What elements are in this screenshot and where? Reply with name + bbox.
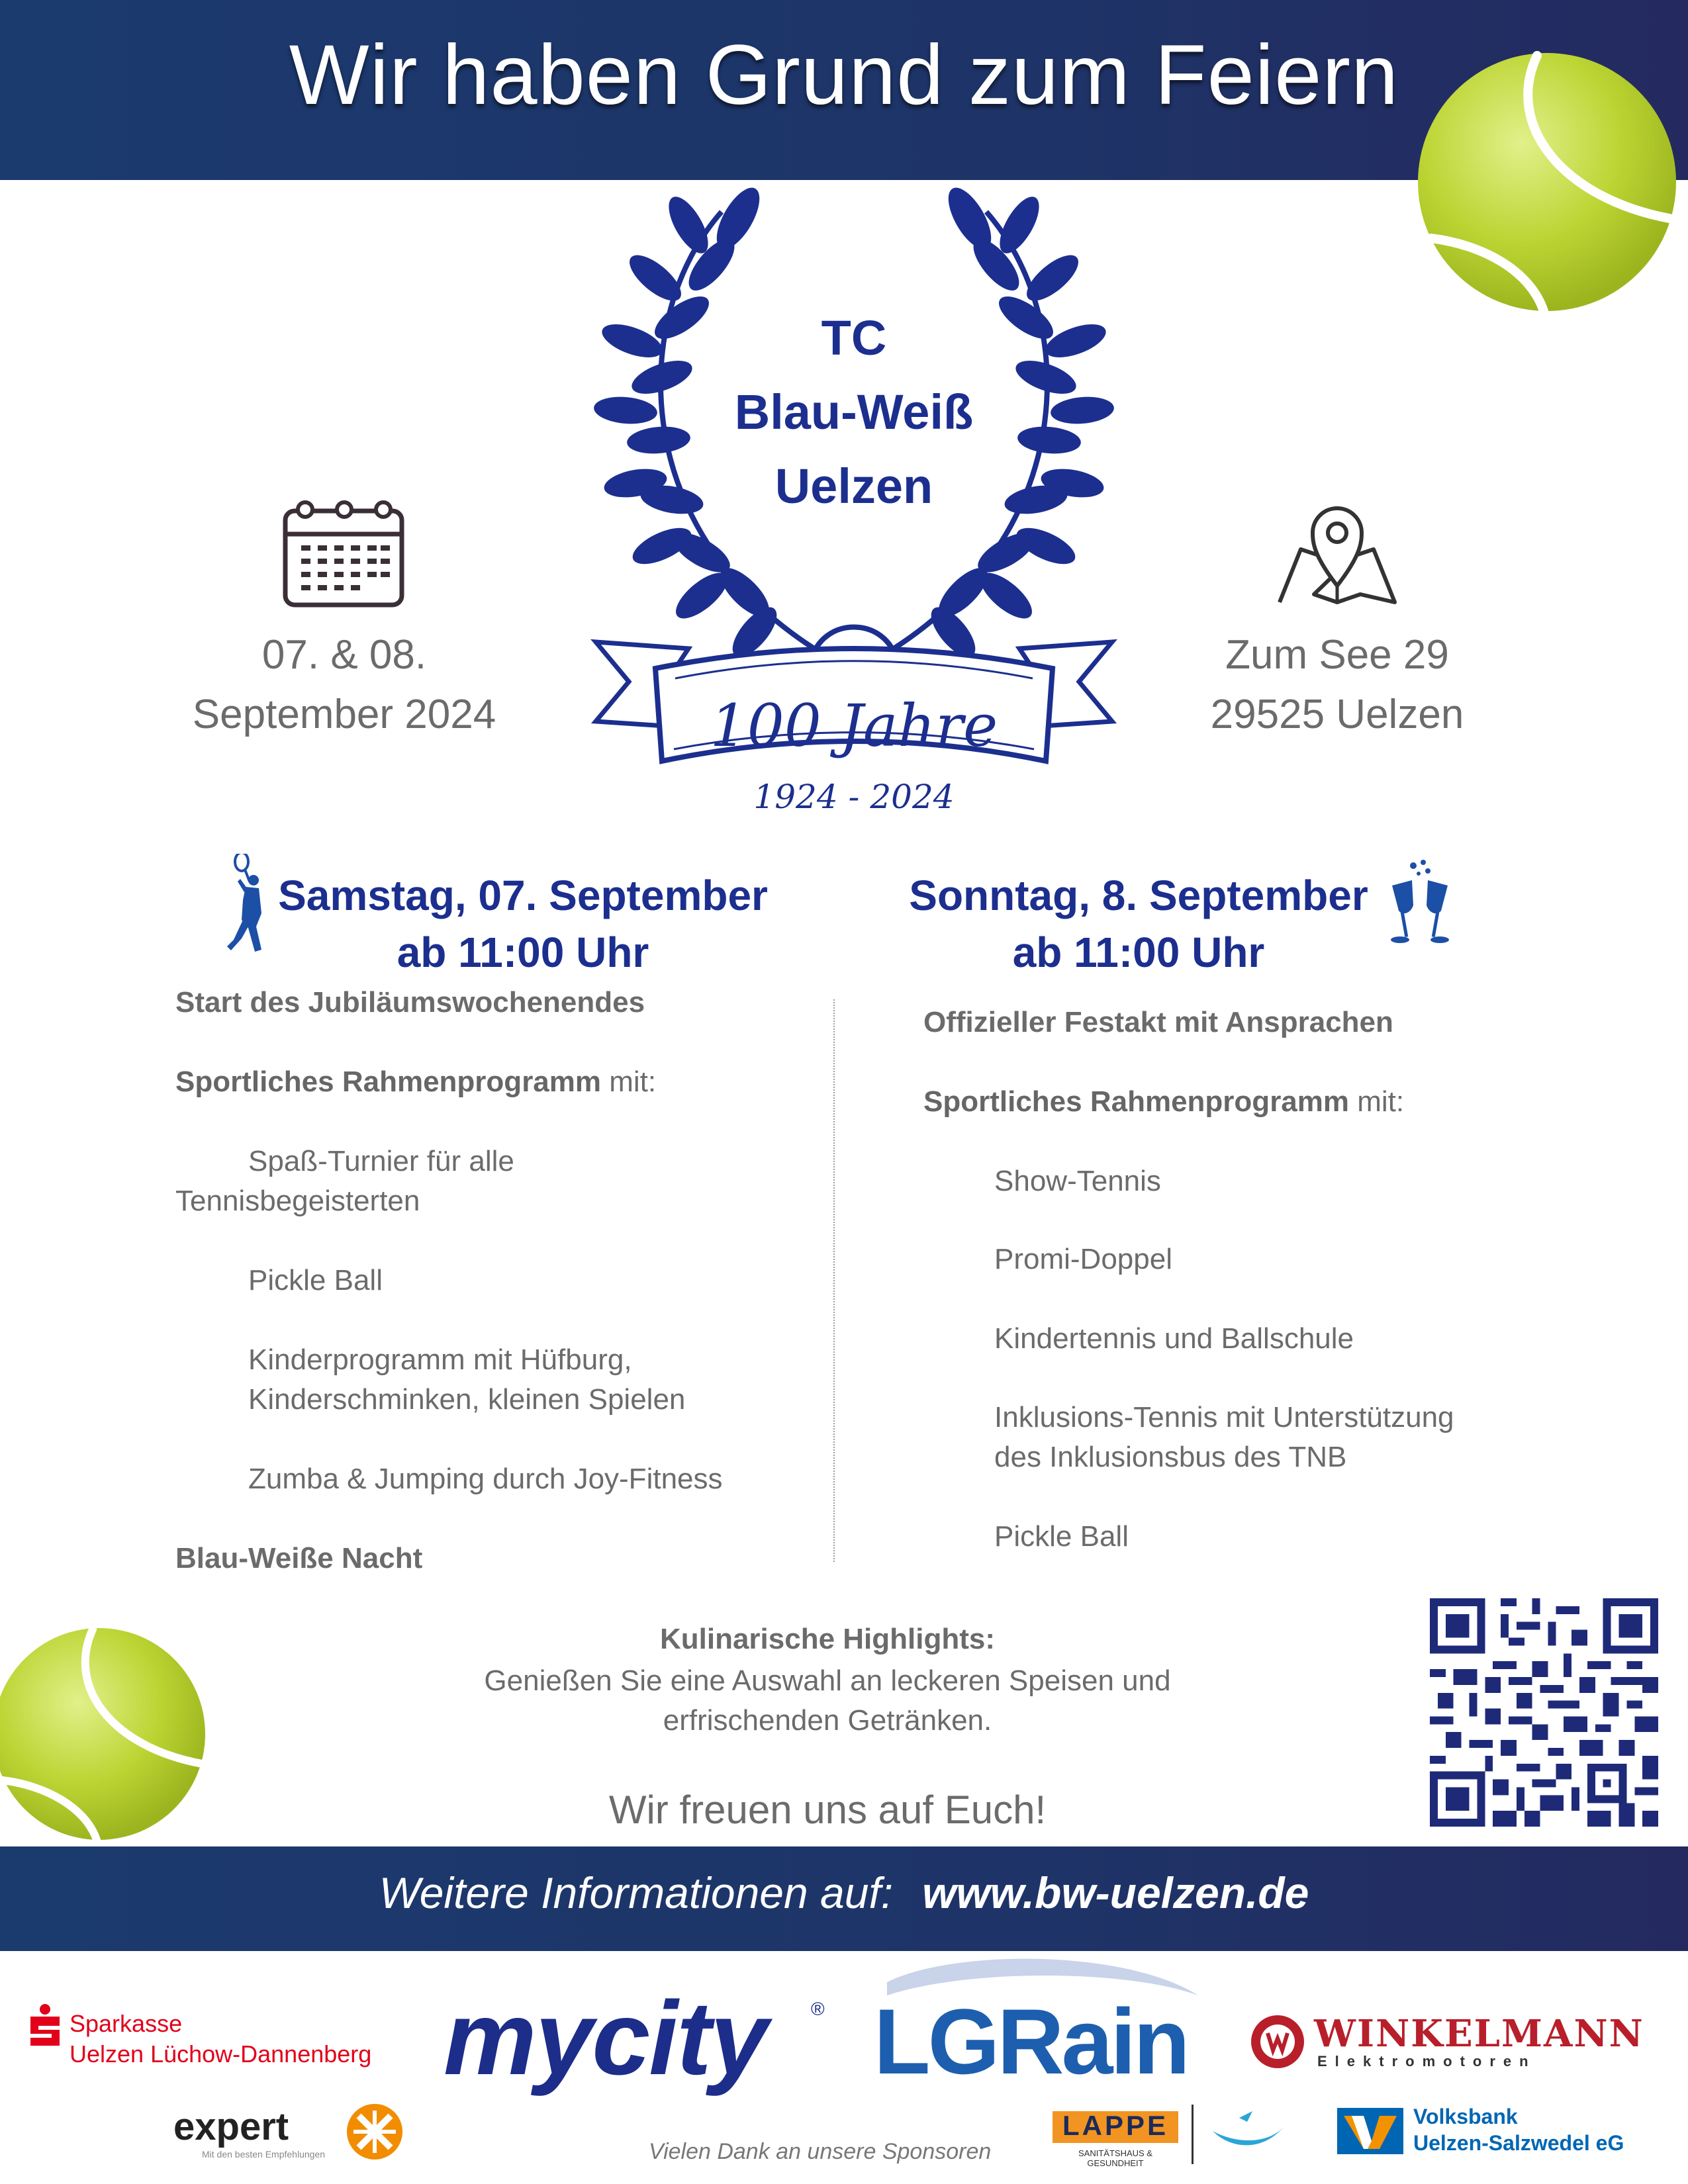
sunday-item: Promi-Doppel bbox=[994, 1243, 1172, 1275]
saturday-sport-line bbox=[175, 1062, 656, 1102]
champagne-glasses-icon bbox=[1387, 859, 1453, 948]
page-title: Wir haben Grund zum Feiern bbox=[289, 28, 1399, 122]
sponsor-winkelmann: WINKELMANN bbox=[1314, 2012, 1644, 2056]
saturday-time: ab 11:00 Uhr bbox=[397, 929, 649, 976]
saturday-date: Samstag, 07. September bbox=[278, 872, 768, 919]
logo-years: 1924 - 2024 bbox=[753, 778, 955, 816]
wave-logo-icon bbox=[1206, 2105, 1292, 2164]
logo-line-tc: TC bbox=[821, 310, 887, 365]
saturday-heading bbox=[252, 867, 794, 981]
sparkasse-name: Sparkasse bbox=[70, 2010, 183, 2037]
culinary-line2: erfrischenden Getränken. bbox=[663, 1704, 992, 1737]
sunday-sport-bold: Sportliches Rahmenprogramm bbox=[923, 1085, 1350, 1118]
event-location-line2: 29525 Uelzen bbox=[1210, 692, 1464, 737]
sparkasse-region: Uelzen Lüchow-Dannenberg bbox=[70, 2040, 372, 2068]
winkelmann-subtitle: Elektromotoren bbox=[1317, 2053, 1536, 2070]
sunday-item: des Inklusionsbus des TNB bbox=[994, 1441, 1347, 1473]
qr-code[interactable] bbox=[1430, 1598, 1658, 1827]
saturday-item: Zumba & Jumping durch Joy-Fitness bbox=[248, 1463, 723, 1495]
event-date-line2: September 2024 bbox=[192, 692, 496, 737]
sponsor-thanks: Vielen Dank an unsere Sponsoren bbox=[649, 2139, 992, 2164]
logo-banner-text: 100 Jahre bbox=[710, 692, 998, 760]
sunday-date: Sonntag, 8. September bbox=[909, 872, 1368, 919]
sunday-heading bbox=[880, 867, 1397, 981]
map-location-icon bbox=[1274, 503, 1400, 609]
saturday-sport-bold: Sportliches Rahmenprogramm bbox=[175, 1066, 602, 1098]
event-date bbox=[146, 625, 543, 745]
sponsor-mycity: mycity bbox=[444, 1980, 767, 2097]
lappe-subtitle: SANITÄTSHAUS & GESUNDHEIT bbox=[1078, 2148, 1152, 2168]
sunday-item: Pickle Ball bbox=[994, 1520, 1129, 1553]
culinary-line1: Genießen Sie eine Auswahl an leckeren Speisen und bbox=[484, 1664, 1171, 1697]
sunday-item: Inklusions-Tennis mit Unterstützung bbox=[994, 1401, 1454, 1433]
sunday-item: Show-Tennis bbox=[994, 1165, 1161, 1197]
event-location bbox=[1139, 625, 1536, 745]
expert-slogan: Mit den besten Empfehlungen bbox=[202, 2149, 326, 2160]
logo-text bbox=[722, 301, 986, 523]
volksbank-region: Uelzen-Salzwedel eG bbox=[1413, 2131, 1624, 2155]
expert-logo-icon bbox=[344, 2101, 405, 2162]
tennis-ball-icon bbox=[1411, 46, 1683, 318]
saturday-item: Kinderprogramm mit Hüfburg, bbox=[248, 1343, 632, 1376]
logo-line-club: Blau-Weiß bbox=[734, 385, 974, 439]
tennis-ball-icon bbox=[0, 1621, 212, 1846]
saturday-item: Pickle Ball bbox=[248, 1264, 383, 1297]
closing-text: Wir freuen uns auf Euch! bbox=[608, 1788, 1047, 1832]
volksbank-logo-icon bbox=[1337, 2108, 1403, 2154]
sunday-sport-rest: mit: bbox=[1349, 1085, 1405, 1118]
saturday-start: Start des Jubiläumswochenendes bbox=[175, 986, 645, 1019]
culinary-text bbox=[331, 1661, 1324, 1741]
calendar-icon bbox=[281, 498, 407, 610]
saturday-night: Blau-Weiße Nacht bbox=[175, 1542, 423, 1574]
winkelmann-logo-icon bbox=[1248, 2012, 1307, 2071]
footer-info bbox=[0, 1868, 1688, 1918]
sparkasse-logo-icon bbox=[25, 2003, 65, 2047]
logo-line-city: Uelzen bbox=[774, 459, 933, 514]
column-divider bbox=[833, 999, 835, 1562]
sunday-sport-line bbox=[923, 1082, 1404, 1122]
sponsor-lappe: LAPPE bbox=[1062, 2110, 1169, 2141]
sponsor-expert: expert bbox=[173, 2105, 289, 2148]
saturday-item: Spaß-Turnier für alle bbox=[248, 1145, 514, 1177]
mycity-registered-mark: ® bbox=[811, 1999, 825, 2019]
sponsor-sparkasse bbox=[70, 2009, 371, 2070]
event-location-line1: Zum See 29 bbox=[1225, 632, 1449, 678]
sunday-item: Kindertennis und Ballschule bbox=[994, 1322, 1354, 1355]
sunday-time: ab 11:00 Uhr bbox=[1012, 929, 1265, 976]
footer-label: Weitere Informationen auf: bbox=[379, 1868, 894, 1917]
volksbank-name: Volksbank bbox=[1413, 2105, 1518, 2128]
sponsor-volksbank bbox=[1413, 2103, 1624, 2156]
saturday-sport-rest: mit: bbox=[601, 1066, 657, 1098]
sunday-start: Offizieller Festakt mit Ansprachen bbox=[923, 1006, 1393, 1038]
sponsor-divider bbox=[1192, 2105, 1194, 2164]
saturday-item: Kinderschminken, kleinen Spielen bbox=[248, 1383, 686, 1416]
culinary-title: Kulinarische Highlights: bbox=[659, 1623, 996, 1655]
sponsor-lgrain: LGRain bbox=[874, 1989, 1188, 2093]
saturday-item: Tennisbegeisterten bbox=[175, 1185, 420, 1217]
event-date-line1: 07. & 08. bbox=[261, 632, 427, 678]
website-link[interactable]: www.bw-uelzen.de bbox=[922, 1868, 1309, 1917]
